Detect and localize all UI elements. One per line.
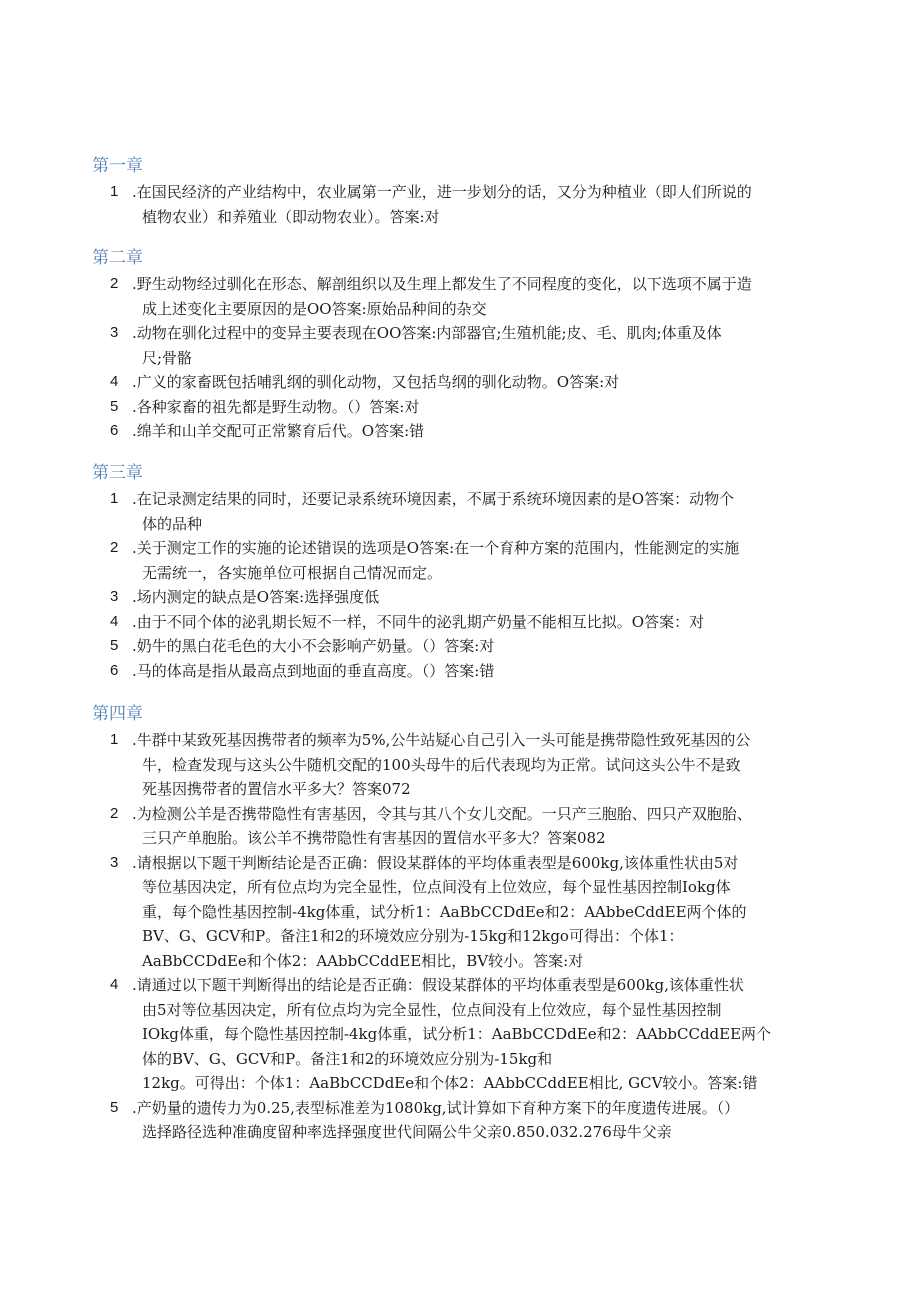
item-number: 1 bbox=[110, 731, 119, 748]
item-number: 5 bbox=[110, 637, 119, 654]
chapter-3 bbox=[92, 461, 852, 683]
item-text-line: .请根据以下题干判断结论是否正确：假设某群体的平均体重表型是600kg,该体重性状由5对 bbox=[132, 853, 739, 872]
item-text-line: 无需统一，各实施单位可根据自己情况而定。 bbox=[142, 563, 443, 582]
list-item bbox=[92, 802, 832, 851]
item-text-line: .为检测公羊是否携带隐性有害基因，令其与其八个女儿交配。一只产三胞胎、四只产双胞胎、 bbox=[132, 804, 752, 823]
item-text-line: 由5对等位基因决定，所有位点均为完全显性，位点间没有上位效应，每个显性基因控制 bbox=[142, 1000, 722, 1019]
item-number: 3 bbox=[110, 324, 119, 341]
item-text-line: .在国民经济的产业结构中，农业属第一产业，进一步划分的话，又分为种植业（即人们所说的 bbox=[132, 183, 752, 201]
item-number: 4 bbox=[110, 373, 119, 390]
list-item bbox=[92, 973, 832, 1096]
list-item bbox=[92, 321, 832, 370]
item-text-line: .动物在驯化过程中的变异主要表现在OO答案:内部器官;生殖机能;皮、毛、肌肉;体重及体 bbox=[132, 324, 722, 342]
item-text-line: IOkg体重，每个隐性基因控制-4kg体重，试分析1：AaBbCCDdEe和2：AAbbCCddEE两个 bbox=[142, 1025, 772, 1043]
list-item bbox=[92, 634, 832, 659]
item-text-line: 选择路径选种准确度留种率选择强度世代间隔公牛父亲0.850.032.276母牛父亲 bbox=[142, 1123, 672, 1141]
chapter-1 bbox=[92, 154, 852, 229]
item-text-line: 植物农业）和养殖业（即动物农业）。答案:对 bbox=[142, 207, 440, 226]
list-item bbox=[92, 272, 832, 321]
list-item bbox=[92, 1096, 832, 1145]
list-item bbox=[92, 487, 832, 536]
item-text-line: .野生动物经过驯化在形态、解剖组织以及生理上都发生了不同程度的变化，以下选项不属于造 bbox=[132, 275, 752, 293]
item-number: 5 bbox=[110, 1098, 119, 1116]
item-text-line: 12kg。可得出：个体1：AaBbCCDdEe和个体2：AAbbCCddEE相比, GCV较小。答案:错 bbox=[142, 1074, 758, 1092]
list-item bbox=[92, 419, 832, 444]
item-number: 5 bbox=[110, 397, 119, 415]
chapter-title: 第二章 bbox=[92, 248, 143, 268]
item-number: 3 bbox=[110, 588, 119, 605]
list-item bbox=[92, 851, 832, 974]
item-text-line: .产奶量的遗传力为0.25,表型标准差为1080kg,试计算如下育种方案下的年度遗传进展。（） bbox=[132, 1098, 740, 1117]
item-text-line: .奶牛的黑白花毛色的大小不会影响产奶量。（）答案:对 bbox=[132, 637, 495, 655]
item-text-line: .关于测定工作的实施的论述错误的选项是O答案:在一个育种方案的范围内，性能测定的实施 bbox=[132, 539, 740, 557]
item-number: 2 bbox=[110, 804, 119, 822]
item-text-line: .绵羊和山羊交配可正常繁育后代。O答案:错 bbox=[132, 422, 425, 440]
list-item bbox=[92, 728, 832, 802]
item-number: 2 bbox=[110, 539, 119, 556]
item-text-line: 体的品种 bbox=[142, 514, 203, 533]
list-item bbox=[92, 395, 832, 420]
item-text-line: 成上述变化主要原因的是OO答案:原始品种间的杂交 bbox=[142, 299, 487, 318]
list-item bbox=[92, 585, 832, 610]
list-item bbox=[92, 536, 832, 585]
item-number: 3 bbox=[110, 853, 119, 871]
item-text-line: 三只产单胞胎。该公羊不携带隐性有害基因的置信水平多大？答案082 bbox=[142, 829, 606, 847]
item-number: 4 bbox=[110, 976, 119, 993]
item-text-line: .在记录测定结果的同时，还要记录系统环境因素，不属于系统环境因素的是O答案：动物个 bbox=[132, 490, 735, 508]
item-text-line: .场内测定的缺点是O答案:选择强度低 bbox=[132, 588, 380, 606]
item-number: 2 bbox=[110, 275, 119, 292]
item-text-line: 等位基因决定，所有位点均为完全显性，位点间没有上位效应，每个显性基因控制Iokg体 bbox=[142, 878, 731, 896]
item-text-line: 重，每个隐性基因控制-4kg体重，试分析1：AaBbCCDdEe和2：AAbbeCddEE两个体的 bbox=[142, 902, 747, 921]
item-number: 6 bbox=[110, 661, 119, 679]
item-text-line: .牛群中某致死基因携带者的频率为5%,公牛站疑心自己引入一头可能是携带隐性致死基因的公 bbox=[132, 731, 751, 749]
item-text-line: 尺;骨骼 bbox=[142, 348, 193, 367]
chapter-title: 第四章 bbox=[92, 704, 143, 724]
chapter-2 bbox=[92, 246, 852, 444]
item-number: 4 bbox=[110, 612, 119, 630]
list-item bbox=[92, 659, 832, 684]
chapter-4 bbox=[92, 702, 852, 1145]
item-text-line: .由于不同个体的泌乳期长短不一样，不同牛的泌乳期产奶量不能相互比拟。O答案：对 bbox=[132, 612, 705, 631]
item-text-line: .马的体高是指从最高点到地面的垂直高度。（）答案:错 bbox=[132, 661, 495, 680]
list-item bbox=[92, 610, 832, 635]
item-text-line: .各种家畜的祖先都是野生动物。（）答案:对 bbox=[132, 397, 420, 416]
item-text-line: 体的BV、G、GCV和P。备注1和2的环境效应分别为-15kg和 bbox=[142, 1049, 553, 1068]
item-text-line: .请通过以下题干判断得出的结论是否正确：假设某群体的平均体重表型是600kg,该体重性状 bbox=[132, 976, 744, 994]
chapter-title: 第三章 bbox=[92, 463, 143, 483]
item-text-line: .广义的家畜既包括哺乳纲的驯化动物，又包括鸟纲的驯化动物。O答案:对 bbox=[132, 373, 620, 391]
item-number: 1 bbox=[110, 183, 119, 200]
item-text-line: BV、G、GCV和P。备注1和2的环境效应分别为-15kg和12kgo可得出：个体1： bbox=[142, 927, 684, 945]
item-text-line: AaBbCCDdEe和个体2：AAbbCCddEE相比，BV较小。答案:对 bbox=[142, 951, 584, 970]
item-number: 6 bbox=[110, 422, 119, 439]
item-text-line: 牛，检查发现与这头公牛随机交配的100头母牛的后代表现均为正常。试问这头公牛不是致 bbox=[142, 755, 741, 774]
list-item bbox=[92, 180, 832, 229]
chapter-title: 第一章 bbox=[92, 156, 143, 176]
list-item bbox=[92, 370, 832, 395]
item-number: 1 bbox=[110, 490, 119, 507]
item-text-line: 死基因携带者的置信水平多大？答案072 bbox=[142, 780, 411, 798]
